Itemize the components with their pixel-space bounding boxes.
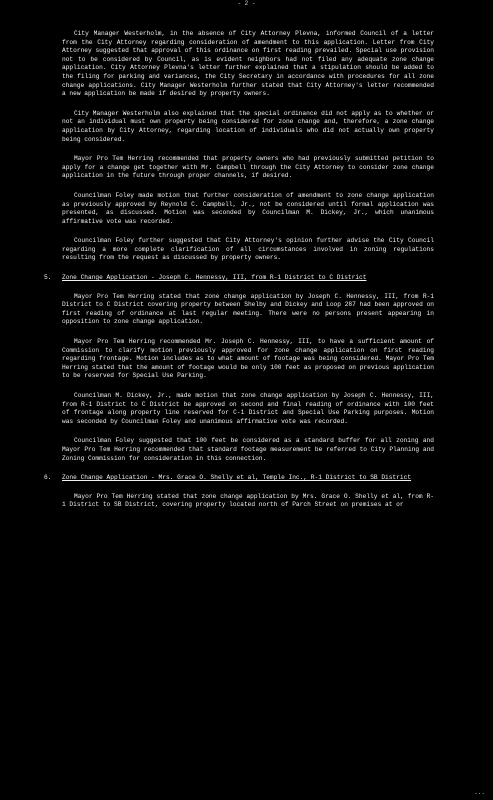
agenda-item-title: Zone Change Application - Joseph C. Hennessy, III, from R-1 District to C District: [62, 274, 367, 282]
paragraph: Mayor Pro Tem Herring recommended Mr. Joseph C. Hennessy, III, to have a sufficient amount of Commission to clarify motion previously approved for zone change application on first reading regarding frontage. Motion includes as to what amount of footage was being considered. Mayor Pro Tem Herring stated that the amount of footage would be only 100 feet as proposed on previous application to be reserved for Special Use Parking.: [62, 338, 434, 380]
agenda-item-5-heading: [44, 274, 434, 283]
paragraph: Councilman M. Dickey, Jr., made motion that zone change application by Joseph C. Hennessy, III, from R-1 District to C District be approved on second and final reading of ordinance with 100 feet of frontage along property line reserved for C-1 District and Special Use Parking purposes. Motion was seconded by Councilman Foley and unanimous affirmative vote was recorded.: [62, 392, 434, 425]
agenda-item-title: Zone Change Application - Mrs. Grace O. Shelly et al, Temple Inc., R-1 District to SB District: [62, 474, 412, 482]
paragraph: City Manager Westerholm also explained that the special ordinance did not apply as to whether or not an individual must own property being considered for zone change and, therefore, a zone change application by City Attorney, regarding location of individuals who did not actually own property being considered.: [62, 109, 434, 143]
paragraph: Mayor Pro Tem Herring stated that zone change application by Joseph C. Hennessy, III, from R-1 District to C District covering property between Shelby and Dickey and Loop 287 had been approved on first reading of ordinance at last regular meeting. There were no persons present appearing in opposition to zone change application.: [62, 292, 434, 326]
minutes-document: [44, 30, 434, 521]
paragraph: Mayor Pro Tem Herring stated that zone change application by Mrs. Grace O. Shelly et al, from R-1 District to SB District, covering property located north of Parch Street on premises at or: [62, 492, 434, 509]
paragraph: Councilman Foley suggested that 100 feet be considered as a standard buffer for all zoning and Mayor Pro Tem Herring recommended that standard footage measurement be referred to City Planning and Zoning Commission for consideration in this connection.: [62, 437, 434, 462]
continuation-mark: ...: [474, 789, 485, 796]
paragraph: Mayor Pro Tem Herring recommended that property owners who had previously submitted petition to apply for a change get together with Mr. Campbell through the City Attorney to consider zone change application in the future through proper channels, if desired.: [62, 155, 434, 180]
paragraph: Councilman Foley further suggested that City Attorney's opinion further advise the City Council regarding a more complete clarification of all circumstances involved in zoning regulations resulting from the request as discussed by property owners.: [62, 237, 434, 262]
agenda-item-number: 6.: [44, 474, 52, 482]
paragraph: City Manager Westerholm, in the absence of City Attorney Plevna, informed Council of a letter from the City Attorney regarding consideration of amendment to this application. Letter from City Attorney suggested that approval of this ordinance on first reading prevailed. Special use provision not to be considered by Council, as is evident neighbors had not filed any adequate zone change application. City Attorney Plevna's letter further explained that a stipulation should be added to the filing for parking and variances, the City Secretary in accordance with procedures for all zone change applications. City Manager Westerholm further stated that City Attorney's letter recommended a new application be made if desired by property owners.: [62, 30, 434, 98]
agenda-item-6-heading: [44, 474, 434, 483]
page-number: - 2 -: [237, 0, 256, 7]
paragraph: Councilman Foley made motion that further consideration of amendment to zone change application as previously approved by Reynold C. Campbell, Jr., not be considered until formal application was presented, as discussed. Motion was seconded by Councilman M. Dickey, Jr., which unanimous affirmative vote was recorded.: [62, 191, 434, 225]
agenda-item-number: 5.: [44, 274, 52, 282]
